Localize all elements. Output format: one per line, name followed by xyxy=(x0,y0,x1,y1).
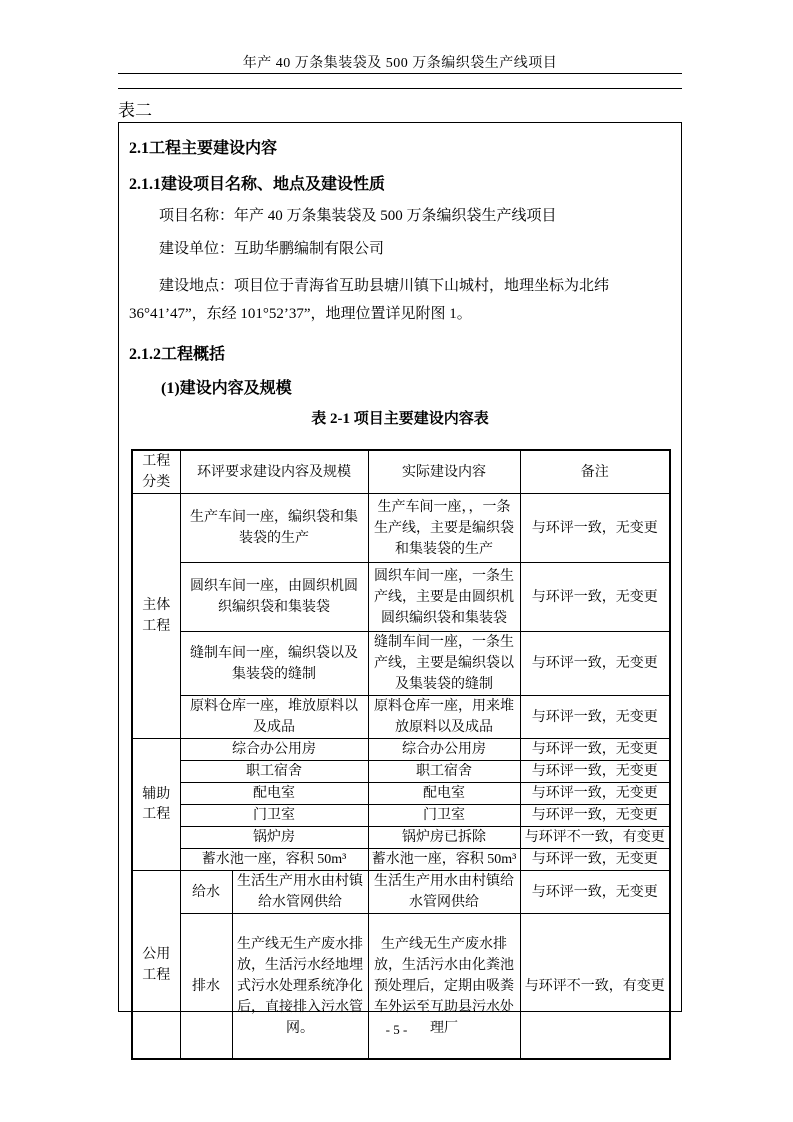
actual-cell: 职工宿舍 xyxy=(368,761,520,783)
heading-2-1-2: 2.1.2工程概括 xyxy=(129,346,226,363)
table-row xyxy=(132,696,670,739)
remark-cell: 与环评不一致，有变更 xyxy=(520,827,670,849)
table-row xyxy=(132,783,670,805)
table-row xyxy=(132,632,670,696)
form-sheet-label: 表二 xyxy=(118,101,152,120)
table-row xyxy=(132,805,670,827)
actual-cell: 生活生产用水由村镇给水管网供给 xyxy=(368,871,520,914)
header-cell-required: 环评要求建设内容及规模 xyxy=(180,450,368,494)
table-row xyxy=(132,849,670,871)
actual-cell: 生产线无生产废水排放，生活污水由化粪池预处理后，定期由吸粪车外运至互助县污水处理厂 xyxy=(368,914,520,1060)
table-row xyxy=(132,563,670,632)
actual-cell: 配电室 xyxy=(368,783,520,805)
actual-cell: 缝制车间一座，一条生产线，主要是编织袋以及集装袋的缝制 xyxy=(368,632,520,696)
group-cell-utility-works: 公用工程 xyxy=(132,871,180,1060)
req-cell: 圆织车间一座，由圆织机圆织编织袋和集装袋 xyxy=(180,563,368,632)
table-row xyxy=(132,739,670,761)
remark-cell: 与环评一致，无变更 xyxy=(520,739,670,761)
heading-item-1: (1)建设内容及规模 xyxy=(161,380,292,397)
sub-cell-drainage: 排水 xyxy=(180,914,232,1060)
remark-cell: 与环评一致，无变更 xyxy=(520,849,670,871)
table-row xyxy=(132,761,670,783)
actual-cell: 原料仓库一座，用来堆放原料以及成品 xyxy=(368,696,520,739)
actual-cell: 圆织车间一座，一条生产线，主要是由圆织机圆织编织袋和集装袋 xyxy=(368,563,520,632)
paragraph-location: 建设地点：项目位于青海省互助县塘川镇下山城村，地理坐标为北纬 36°41’47”，东经 101°52’37”，地理位置详见附图 1。 xyxy=(129,278,610,322)
req-cell: 职工宿舍 xyxy=(180,761,368,783)
remark-cell: 与环评不一致，有变更 xyxy=(520,914,670,1060)
remark-cell: 与环评一致，无变更 xyxy=(520,494,670,563)
actual-cell: 综合办公用房 xyxy=(368,739,520,761)
sub-cell-water-supply: 给水 xyxy=(180,871,232,914)
heading-2-1-1: 2.1.1建设项目名称、地点及建设性质 xyxy=(129,176,386,193)
table-header-row xyxy=(132,450,670,494)
header-cell-category: 工程分类 xyxy=(132,450,180,494)
req-cell: 生产线无生产废水排放，生活污水经地埋式污水处理系统净化后，直接排入污水管网。 xyxy=(232,914,368,1060)
req-cell: 综合办公用房 xyxy=(180,739,368,761)
running-header-title: 年产 40 万条集装袋及 500 万条编织袋生产线项目 xyxy=(242,56,558,71)
remark-cell: 与环评一致，无变更 xyxy=(520,761,670,783)
actual-cell: 生产车间一座，，一条生产线，主要是编织袋和集装袋的生产 xyxy=(368,494,520,563)
req-cell: 蓄水池一座，容积 50m³ xyxy=(180,849,368,871)
table-row xyxy=(132,827,670,849)
table-row xyxy=(132,494,670,563)
table-row xyxy=(132,871,670,914)
actual-cell: 锅炉房已拆除 xyxy=(368,827,520,849)
table-caption: 表 2-1 项目主要建设内容表 xyxy=(311,411,489,427)
paragraph-construction-unit: 建设单位：互助华鹏编制有限公司 xyxy=(159,241,385,257)
actual-cell: 门卫室 xyxy=(368,805,520,827)
req-cell: 锅炉房 xyxy=(180,827,368,849)
remark-cell: 与环评一致，无变更 xyxy=(520,783,670,805)
req-cell: 门卫室 xyxy=(180,805,368,827)
actual-cell: 蓄水池一座，容积 50m³ xyxy=(368,849,520,871)
remark-cell: 与环评一致，无变更 xyxy=(520,632,670,696)
group-cell-main-works: 主体工程 xyxy=(132,494,180,739)
remark-cell: 与环评一致，无变更 xyxy=(520,696,670,739)
req-cell: 配电室 xyxy=(180,783,368,805)
header-rule-top xyxy=(118,73,682,74)
content-border-box xyxy=(118,122,682,1036)
construction-content-table xyxy=(131,449,671,1060)
page-number: - 5 - xyxy=(385,1022,408,1037)
req-cell: 生产车间一座，编织袋和集装袋的生产 xyxy=(180,494,368,563)
req-cell: 缝制车间一座，编织袋以及集装袋的缝制 xyxy=(180,632,368,696)
remark-cell: 与环评一致，无变更 xyxy=(520,871,670,914)
header-cell-actual: 实际建设内容 xyxy=(368,450,520,494)
req-cell: 生活生产用水由村镇给水管网供给 xyxy=(232,871,368,914)
header-cell-remark: 备注 xyxy=(520,450,670,494)
paragraph-project-name: 项目名称：年产 40 万条集装袋及 500 万条编织袋生产线项目 xyxy=(159,208,557,224)
remark-cell: 与环评一致，无变更 xyxy=(520,563,670,632)
req-cell: 原料仓库一座，堆放原料以及成品 xyxy=(180,696,368,739)
group-cell-auxiliary-works: 辅助工程 xyxy=(132,739,180,871)
remark-cell: 与环评一致，无变更 xyxy=(520,805,670,827)
header-rule-bottom xyxy=(118,88,682,89)
heading-2-1: 2.1工程主要建设内容 xyxy=(129,140,278,157)
